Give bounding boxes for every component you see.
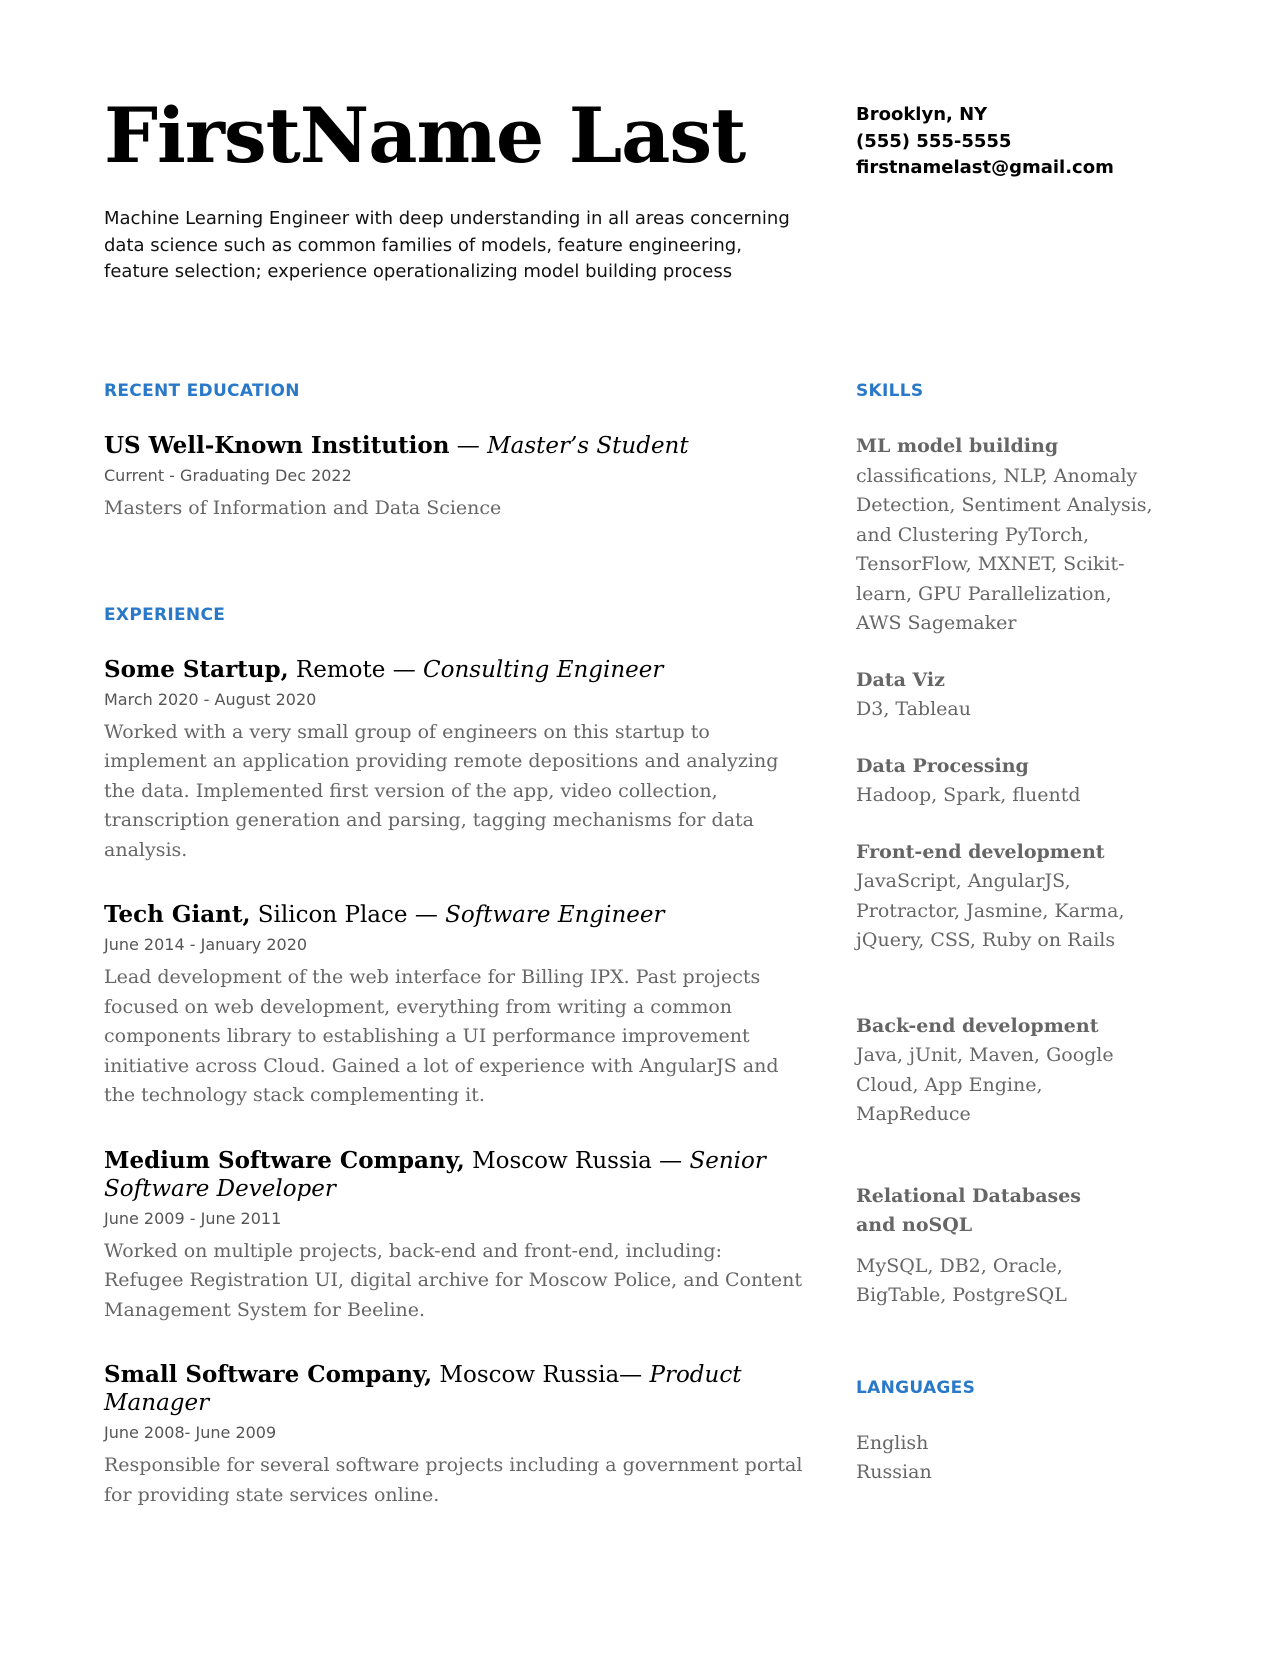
entry-org: US Well-Known Institution: [104, 432, 450, 459]
contact-location: Brooklyn, NY: [856, 104, 988, 125]
candidate-name: FirstName Last: [104, 91, 746, 180]
entry-title: [104, 1147, 804, 1203]
entry-org: Small Software Company,: [104, 1361, 433, 1388]
entry-location: Remote: [288, 656, 386, 683]
contact-block: [856, 102, 1114, 182]
entry-dates: March 2020 - August 2020: [104, 689, 317, 709]
skill-group-ml: [856, 432, 1156, 639]
skill-group-data-viz: [856, 666, 1156, 725]
entry-title: [104, 432, 804, 460]
entry-description: Worked on multiple projects, back-end and front-end, including: Refugee Registration UI, digital archive for Moscow Police, and Content Management System for Beeline.: [104, 1239, 802, 1321]
entry-description: Masters of Information and Data Science: [104, 497, 502, 519]
entry-dates: June 2014 - January 2020: [104, 935, 308, 954]
sidebar-column: [856, 380, 1156, 1488]
languages-heading: LANGUAGES: [856, 1377, 976, 1398]
entry-title: [104, 1361, 804, 1417]
experience-heading: EXPERIENCE: [104, 604, 226, 625]
skill-group-title: Data Processing: [856, 754, 1029, 777]
experience-entry: [104, 1147, 804, 1326]
experience-entry: [104, 901, 804, 1111]
entry-description: Worked with a very small group of engineers on this startup to implement an application providing remote depositions and analyzing the data. Implemented first version of the app, video collection, transcription generation and parsing, tagging mechanisms for data analysis.: [104, 720, 779, 861]
languages-list: [856, 1429, 1156, 1488]
skill-group-body: Java, jUnit, Maven, Google Cloud, App Engine, MapReduce: [856, 1044, 1114, 1125]
entry-title: [104, 656, 804, 684]
entry-org: Medium Software Company,: [104, 1146, 465, 1174]
entry-role: Senior Software Developer: [104, 1147, 766, 1202]
entry-dates: June 2009 - June 2011: [104, 1208, 282, 1228]
main-column: [104, 380, 804, 1510]
entry-dates: Current - Graduating Dec 2022: [104, 466, 352, 485]
skill-group-body: Hadoop, Spark, fluentd: [856, 784, 1081, 806]
skills-heading: SKILLS: [856, 381, 924, 401]
skill-group-databases: [856, 1182, 1156, 1311]
skill-group-body: classifications, NLP, Anomaly Detection, Sentiment Analysis, and Clustering PyTorch, TensorFlow, MXNET, Scikit-learn, GPU Parallelization, AWS Sagemaker: [856, 464, 1153, 634]
skill-group-data-processing: [856, 752, 1156, 811]
entry-description: Responsible for several software projects including a government portal for providing state services online.: [104, 1454, 803, 1506]
skill-group-body: D3, Tableau: [856, 698, 971, 720]
skill-group-body: MySQL, DB2, Oracle, BigTable, PostgreSQL: [856, 1254, 1067, 1306]
entry-separator: —: [385, 656, 424, 683]
education-heading: RECENT EDUCATION: [104, 381, 300, 401]
contact-email[interactable]: firstnamelast@gmail.com: [856, 157, 1114, 178]
entry-dates: June 2008- June 2009: [104, 1423, 277, 1442]
entry-role: Software Engineer: [445, 902, 665, 928]
entry-separator: —: [407, 902, 446, 928]
entry-location: Moscow Russia: [464, 1147, 652, 1174]
entry-location: Moscow Russia: [432, 1362, 620, 1388]
entry-separator: —: [449, 433, 488, 459]
contact-phone: (555) 555-5555: [856, 130, 1012, 152]
professional-summary: Machine Learning Engineer with deep understanding in all areas concerning data science such as common families of models, feature engineering, feature selection; experience operationalizing model building process: [104, 208, 790, 282]
entry-location: Silicon Place: [250, 902, 408, 928]
entry-org: Tech Giant,: [104, 901, 251, 928]
skill-group-title: ML model building: [856, 435, 1059, 457]
entry-description: Lead development of the web interface for Billing IPX. Past projects focused on web development, everything from writing a common components library to establishing a UI performance improvement initiative across Cloud. Gained a lot of experience with AngularJS and the technology stack complementing it.: [104, 966, 779, 1106]
skill-group-title: Relational Databases and noSQL: [856, 1184, 1081, 1236]
skill-group-title: Front-end development: [856, 840, 1105, 863]
entry-separator: —: [619, 1362, 650, 1388]
entry-role: Consulting Engineer: [423, 656, 664, 683]
skill-group-title: Back-end development: [856, 1014, 1099, 1037]
skill-group-body: JavaScript, AngularJS, Protractor, Jasmine, Karma, jQuery, CSS, Ruby on Rails: [856, 870, 1125, 951]
language-item: English: [856, 1431, 929, 1454]
entry-org: Some Startup,: [104, 655, 289, 683]
entry-title: [104, 901, 804, 929]
skill-group-title: Data Viz: [856, 668, 945, 691]
education-entry: [104, 432, 804, 524]
experience-entry: [104, 1361, 804, 1510]
skill-group-back-end: [856, 1012, 1156, 1130]
entry-role: Product Manager: [104, 1362, 742, 1416]
skill-group-front-end: [856, 838, 1156, 956]
entry-separator: —: [651, 1147, 690, 1174]
entry-role: Master’s Student: [487, 433, 689, 459]
language-item: Russian: [856, 1461, 932, 1483]
experience-entry: [104, 656, 804, 866]
